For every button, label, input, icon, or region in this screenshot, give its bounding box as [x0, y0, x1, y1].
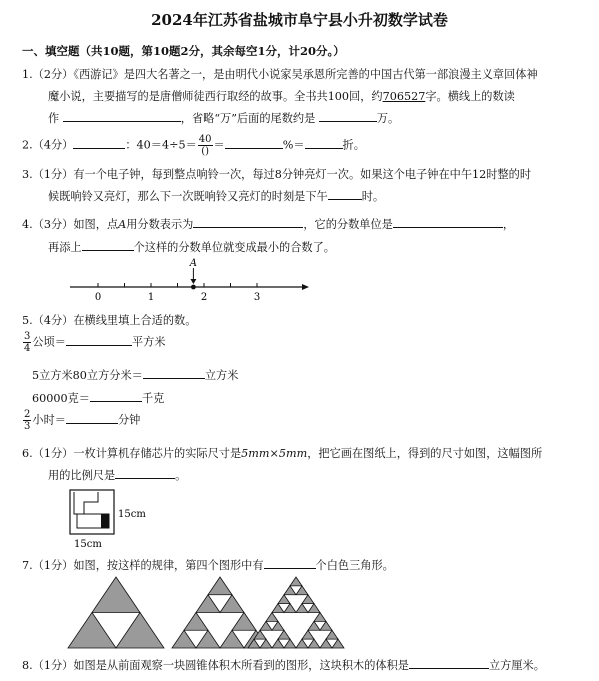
number-line-label: 3	[253, 292, 261, 303]
q4-text-b: 用分数表示为	[126, 218, 194, 231]
point-a-label: A	[189, 258, 198, 269]
q5-r3-unit: 千克	[141, 392, 165, 405]
number-line-label: 1	[147, 292, 155, 303]
q7-text-a: 7.（1分）如图，按这样的规律，第四个图形中有	[22, 559, 264, 572]
q5-r2-text: 5立方米80立方分米＝	[32, 369, 143, 382]
page-title: 2024年江苏省盐城市阜宁县小升初数学试卷	[151, 11, 448, 29]
q5-r4-text: 小时＝	[32, 413, 66, 427]
q5-r1-unit: 平方米	[131, 335, 166, 349]
q6-text-a: 6.（1分）一枚计算机存储芯片的实际尺寸是	[22, 447, 242, 460]
q3-text: 候既响铃又亮灯，那么下一次既响铃又亮灯的时刻是下午	[48, 190, 328, 203]
q5-title: 5.（4分）在横线里填上合适的数。	[22, 314, 197, 327]
q5-frac1-num: 3	[24, 331, 31, 342]
section-heading: 一、填空题（共10题，第10题2分，其余每空1分，计20分。）	[22, 44, 345, 58]
q5-r1-text: 公顷＝	[32, 335, 66, 349]
q7-text-b: 个白色三角形。	[315, 559, 394, 572]
q2-frac-num: 40	[198, 134, 212, 145]
q5-r2-unit: 立方米	[204, 369, 239, 382]
q5-frac2-den: 3	[24, 421, 31, 432]
q8-text-b: 立方厘米。	[488, 659, 545, 672]
q6-text-b: ，把它画在图纸上，得到的尺寸如图，这幅图所	[307, 447, 543, 460]
q1-approx-label: ，省略“万”后面的尾数约是	[180, 112, 316, 125]
q5-frac2-num: 2	[24, 409, 31, 420]
q2-eq: ＝	[213, 138, 225, 152]
q1-text-2: 字。横线上的数读	[425, 90, 515, 103]
q2-percent: %＝	[282, 138, 305, 152]
q2-number: 2.（4分）	[22, 138, 74, 152]
q3-unit: 时。	[361, 190, 385, 203]
q8-blank[interactable]	[409, 658, 489, 669]
q1-text: 魔小说，主要描写的是唐僧师徒西行取经的故事。全书共100回，约	[48, 90, 383, 103]
q8-text-a: 8.（1分）如图是从前面观察一块圆锥体积木所看到的图形，这块积木的体积是	[22, 659, 409, 672]
chip-side-label: 15cm	[118, 509, 146, 520]
q6-text-c: 用的比例尺是	[48, 469, 116, 482]
q4-text-e: 再添上	[48, 241, 82, 254]
q4-text-c: ，它的分数单位是	[303, 218, 393, 231]
q6-text-d: 。	[175, 469, 187, 482]
q3-line1: 3.（1分）有一个电子钟，每到整点响铃一次，每过8分钟亮灯一次。如果这个电子钟在中午12时整的时	[22, 168, 532, 181]
q4-text-f: 个这样的分数单位就变成最小的合数了。	[133, 241, 335, 254]
q2-text: ：40＝4÷5＝	[125, 138, 197, 152]
number-line-label: 2	[200, 292, 208, 303]
q8-line	[22, 657, 545, 673]
q1-unit: 万。	[376, 112, 400, 125]
q5-r4-unit: 分钟	[117, 413, 141, 427]
q4-text-a: 4.（3分）如图，点	[22, 218, 119, 231]
q1-line1: 1.（2分）《西游记》是四大名著之一，是由明代小说家吴承恩所完善的中国古代第一部浪漫主义章回体神	[22, 68, 538, 81]
q1-number: 706527	[382, 90, 426, 103]
q4-point-label: A	[118, 218, 127, 231]
q6-size: 5mm×5mm	[241, 447, 308, 460]
chip-bottom-label: 15cm	[74, 539, 102, 550]
number-line-label: 0	[94, 292, 102, 303]
q2-frac-den[interactable]: ()	[201, 146, 210, 157]
q5-frac1-den: 4	[24, 343, 31, 354]
q2-zhe: 折。	[342, 138, 365, 152]
q1-read-label: 作	[48, 112, 60, 125]
q4-text-d: ，	[502, 218, 515, 231]
q5-r3-text: 60000克＝	[32, 392, 90, 405]
